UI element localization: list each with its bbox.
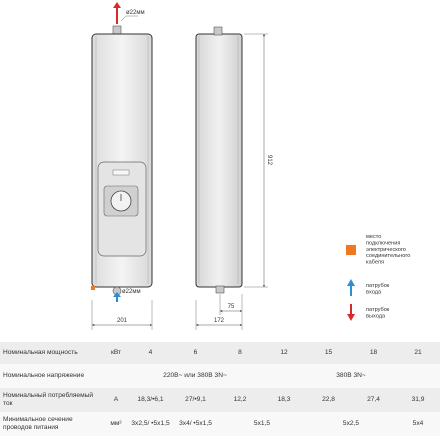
table-cell: 8: [218, 342, 262, 364]
table-cell: 31,9: [396, 388, 440, 412]
outlet-legend-text: патрубок выхода: [366, 307, 390, 320]
table-cell: 5x2,5: [306, 412, 396, 436]
outlet-legend-arrow-icon: [347, 304, 355, 321]
display-indicator: [113, 170, 129, 175]
top-pipe-label: ø22мм: [126, 10, 145, 16]
side-top-pipe: [214, 27, 222, 35]
table-row: [0, 364, 440, 388]
cable-entry-point: [91, 286, 95, 290]
cable-legend-text: место подключения электрического соединительного кабеля: [366, 234, 411, 266]
table-row: [0, 412, 440, 436]
table-cell: 3x4/ •5x1,5: [173, 412, 218, 436]
front-width-value: 201: [116, 318, 128, 324]
row-unit: [104, 364, 128, 388]
side-view: [196, 27, 272, 330]
table-cell: 3x2,5/ •5x1,5: [128, 412, 173, 436]
row-unit: кВт: [104, 342, 128, 364]
cable-legend-swatch: [346, 245, 356, 255]
spec-table: [0, 342, 440, 436]
table-cell: 12,2: [218, 388, 262, 412]
row-unit: мм²: [104, 412, 128, 436]
side-body: [196, 34, 242, 287]
table-cell: 5x1,5: [218, 412, 306, 436]
table-row: [0, 342, 440, 364]
front-view: [91, 2, 152, 330]
row-label: Номинальный потребляемый ток: [0, 388, 104, 412]
inlet-legend-text: патрубок входа: [366, 283, 390, 296]
side-bottom-pipe: [216, 286, 224, 293]
row-unit: А: [104, 388, 128, 412]
table-cell: 18: [351, 342, 396, 364]
table-cell: 5x4: [396, 412, 440, 436]
table-cell: 22,8: [306, 388, 351, 412]
table-cell: 18,3: [262, 388, 306, 412]
row-label: Номинальное напряжение: [0, 364, 104, 388]
height-value: 912: [266, 154, 272, 166]
table-cell: 12: [262, 342, 306, 364]
table-cell: 27,4: [351, 388, 396, 412]
table-row: [0, 388, 440, 412]
pipe-offset-value: 75: [227, 304, 235, 310]
legend: [346, 234, 412, 321]
table-cell: 380В 3N~: [262, 364, 440, 388]
table-cell: 27/•9,1: [173, 388, 218, 412]
table-cell: 21: [396, 342, 440, 364]
table-cell: 4: [128, 342, 173, 364]
table-cell: 15: [306, 342, 351, 364]
row-label: Минимальное сечение проводов питания: [0, 412, 104, 436]
bottom-pipe-label: ø22мм: [122, 289, 141, 295]
table-cell: 18,3/•6,1: [128, 388, 173, 412]
inlet-legend-arrow-icon: [347, 279, 355, 296]
table-cell: 6: [173, 342, 218, 364]
table-cell: 220В~ или 380В 3N~: [128, 364, 262, 388]
depth-value: 172: [213, 318, 225, 324]
row-label: Номинальная мощность: [0, 342, 104, 364]
